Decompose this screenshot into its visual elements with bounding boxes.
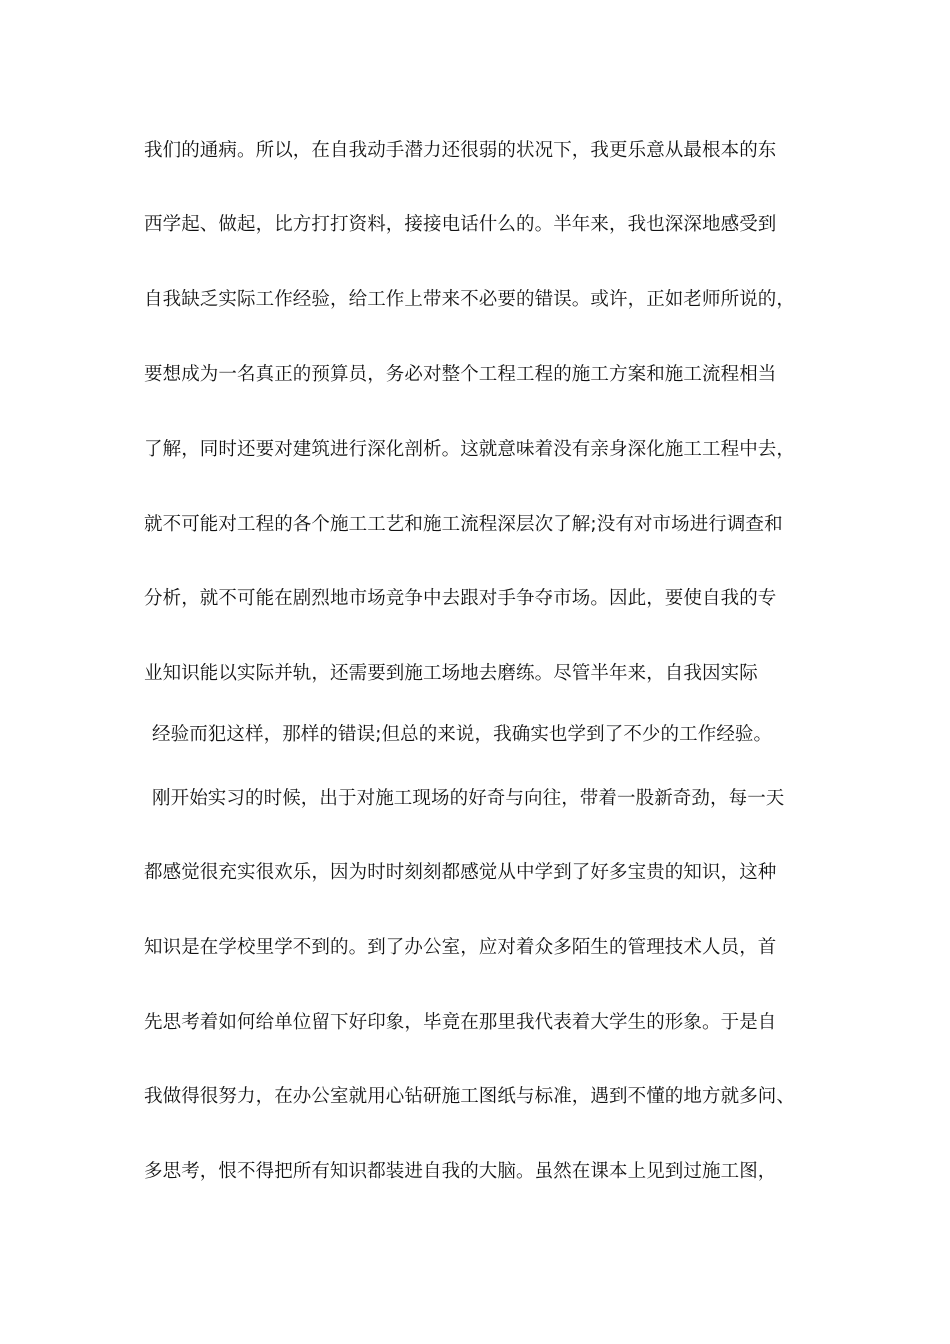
text-line: 要想成为一名真正的预算员，务必对整个工程工程的施工方案和施工流程相当 [144, 364, 777, 385]
text-line: 了解，同时还要对建筑进行深化剖析。这就意味着没有亲身深化施工工程中去， [144, 439, 796, 460]
text-line: 就不可能对工程的各个施工工艺和施工流程深层次了解;没有对市场进行调查和 [144, 514, 783, 535]
text-line: 西学起、做起，比方打打资料，接接电话什么的。半年来，我也深深地感受到 [144, 214, 777, 235]
text-line: 自我缺乏实际工作经验，给工作上带来不必要的错误。或许，正如老师所说的， [144, 289, 796, 310]
text-line: 刚开始实习的时候，出于对施工现场的好奇与向往，带着一股新奇劲，每一天 [152, 788, 785, 809]
text-line: 经验而犯这样，那样的错误;但总的来说，我确实也学到了不少的工作经验。 [152, 724, 773, 745]
text-line: 多思考，恨不得把所有知识都装进自我的大脑。虽然在课本上见到过施工图， [144, 1161, 777, 1182]
text-line: 都感觉很充实很欢乐，因为时时刻刻都感觉从中学到了好多宝贵的知识，这种 [144, 862, 777, 883]
text-line: 分析，就不可能在剧烈地市场竞争中去跟对手争夺市场。因此，要使自我的专 [144, 588, 777, 609]
text-line: 业知识能以实际并轨，还需要到施工场地去磨练。尽管半年来，自我因实际 [144, 663, 758, 684]
text-line: 我做得很努力，在办公室就用心钻研施工图纸与标准，遇到不懂的地方就多问、 [144, 1086, 796, 1107]
text-line: 我们的通病。所以，在自我动手潜力还很弱的状况下，我更乐意从最根本的东 [144, 140, 777, 161]
text-line: 知识是在学校里学不到的。到了办公室，应对着众多陌生的管理技术人员，首 [144, 937, 777, 958]
text-line: 先思考着如何给单位留下好印象，毕竟在那里我代表着大学生的形象。于是自 [144, 1012, 777, 1033]
